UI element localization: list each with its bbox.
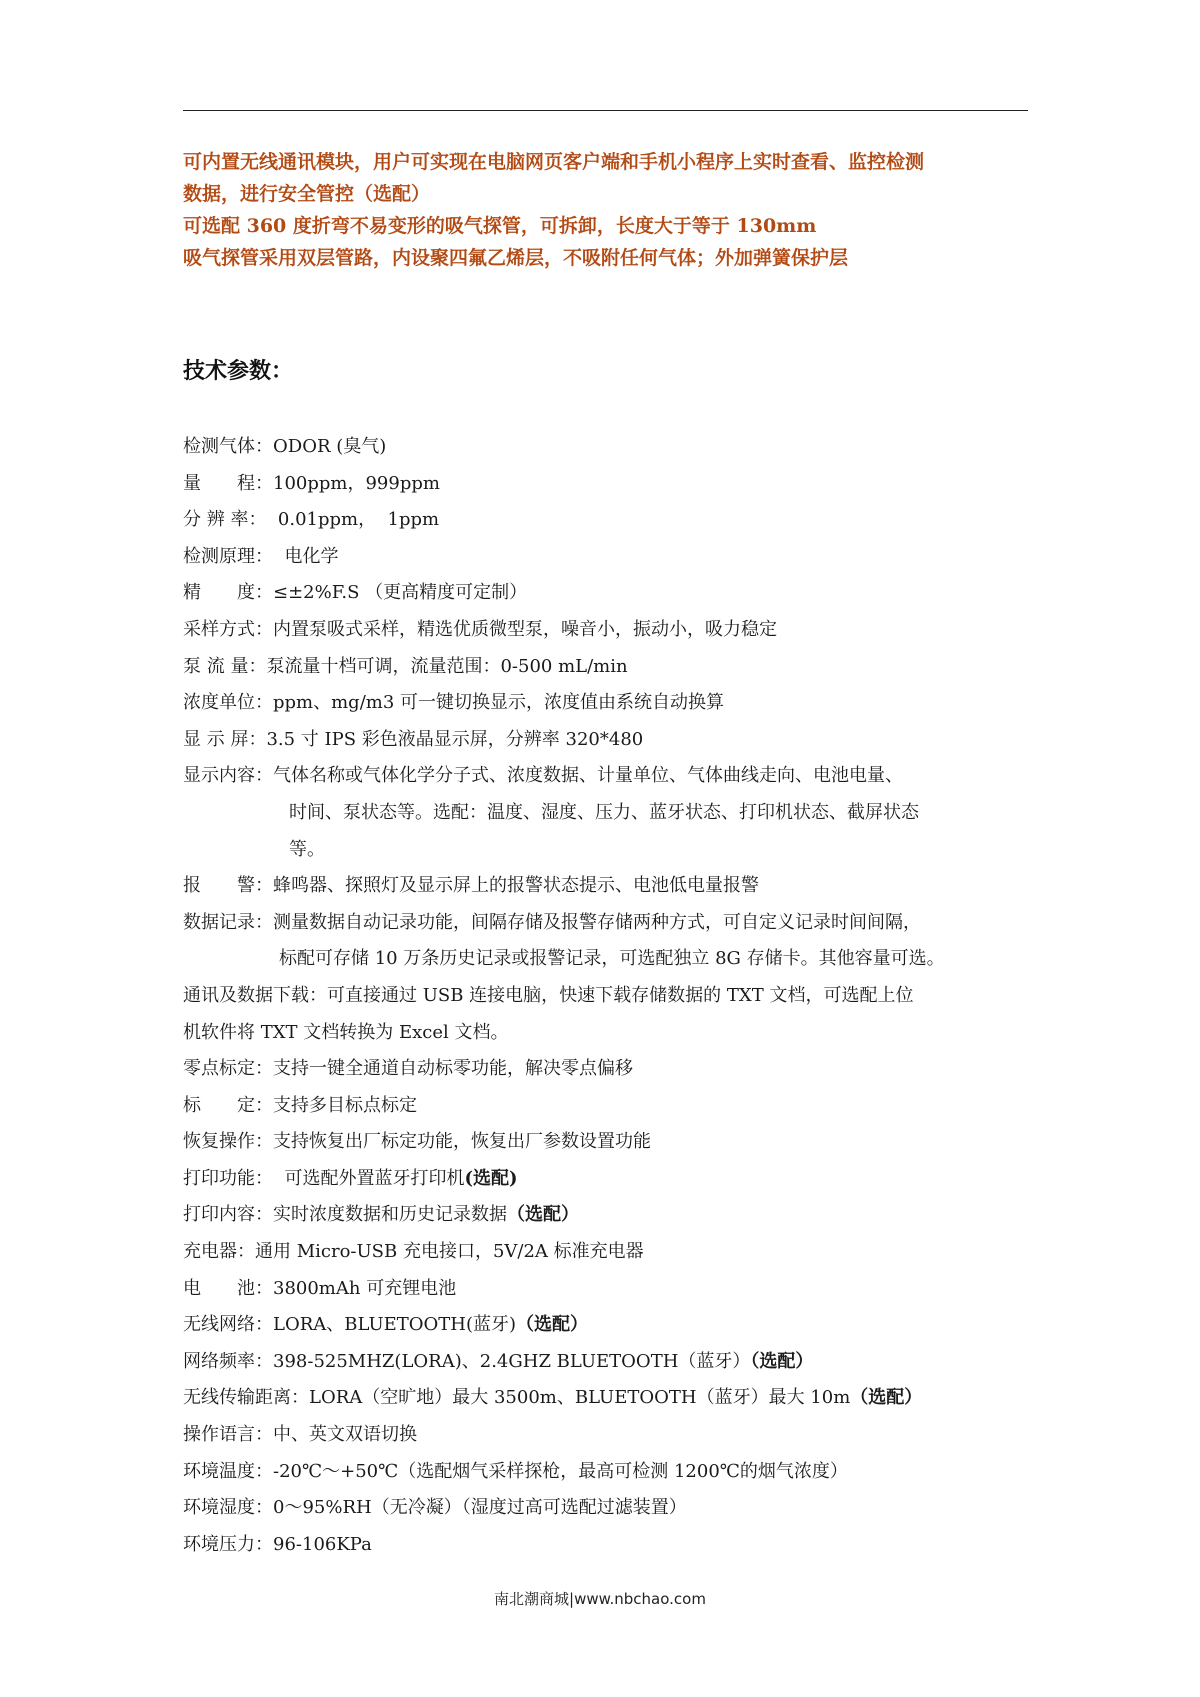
spec-row bbox=[183, 649, 1043, 686]
spec-label: 电 池： bbox=[183, 1277, 273, 1299]
highlight-line: 吸气探管采用双层管路，内设聚四氟乙烯层，不吸附任何气体；外加弹簧保护层 bbox=[183, 247, 849, 269]
spec-value: 0～95%RH（无冷凝）（湿度过高可选配过滤装置） bbox=[273, 1497, 687, 1519]
spec-label: 报 警： bbox=[183, 875, 273, 897]
spec-row bbox=[183, 905, 1043, 942]
spec-value: 支持多目标点标定 bbox=[273, 1094, 417, 1116]
spec-row bbox=[183, 1015, 1043, 1052]
spec-value: 通用 Micro-USB 充电接口，5V/2A 标准充电器 bbox=[255, 1241, 644, 1263]
spec-value: 内置泵吸式采样，精选优质微型泵，噪音小，振动小，吸力稳定 bbox=[273, 618, 777, 640]
spec-label: 浓度单位： bbox=[183, 692, 273, 714]
spec-value: ≤±2%F.S （更高精度可定制） bbox=[273, 582, 528, 604]
spec-optional-note: (选配) bbox=[464, 1167, 518, 1189]
spec-value: ppm、mg/m3 可一键切换显示，浓度值由系统自动换算 bbox=[273, 692, 725, 714]
spec-value: 蜂鸣器、探照灯及显示屏上的报警状态提示、电池低电量报警 bbox=[273, 875, 759, 897]
spec-row bbox=[183, 1527, 1043, 1564]
spec-row bbox=[183, 1088, 1043, 1125]
spec-row bbox=[183, 832, 1043, 869]
spec-label: 恢复操作： bbox=[183, 1131, 273, 1153]
spec-row bbox=[183, 1271, 1043, 1308]
spec-value: 100ppm，999ppm bbox=[273, 472, 440, 494]
spec-row bbox=[183, 795, 1043, 832]
spec-value: 气体名称或气体化学分子式、浓度数据、计量单位、气体曲线走向、电池电量、 bbox=[273, 765, 903, 787]
spec-value: LORA、BLUETOOTH(蓝牙) bbox=[273, 1314, 517, 1336]
highlight-line: 数据，进行安全管控（选配） bbox=[183, 183, 431, 205]
spec-value: 支持一键全通道自动标零功能，解决零点偏移 bbox=[273, 1058, 633, 1080]
spec-label: 操作语言： bbox=[183, 1424, 273, 1446]
spec-row bbox=[183, 1417, 1043, 1454]
spec-row bbox=[183, 1454, 1043, 1491]
spec-row bbox=[183, 429, 1043, 466]
spec-value: 机软件将 TXT 文档转换为 Excel 文档。 bbox=[183, 1021, 509, 1043]
spec-row bbox=[183, 685, 1043, 722]
spec-label: 检测气体： bbox=[183, 436, 273, 457]
spec-label: 零点标定： bbox=[183, 1058, 273, 1080]
spec-label: 精 度： bbox=[183, 582, 273, 604]
spec-label: 分 辨 率： bbox=[183, 509, 267, 531]
spec-label: 显示内容： bbox=[183, 765, 273, 787]
spec-label: 打印功能： bbox=[183, 1167, 273, 1189]
spec-row bbox=[183, 941, 1043, 978]
spec-label: 打印内容： bbox=[183, 1204, 273, 1226]
spec-value: 3800mAh 可充锂电池 bbox=[273, 1277, 457, 1299]
header-rule bbox=[183, 110, 1028, 111]
spec-value: 中、英文双语切换 bbox=[273, 1424, 417, 1446]
spec-row bbox=[183, 1197, 1043, 1234]
spec-label: 网络频率： bbox=[183, 1350, 273, 1372]
spec-label: 充电器： bbox=[183, 1241, 255, 1263]
spec-list bbox=[183, 429, 1043, 1563]
spec-value: 泵流量十档可调，流量范围：0-500 mL/min bbox=[266, 655, 628, 677]
spec-row bbox=[183, 1124, 1043, 1161]
spec-value: 支持恢复出厂标定功能，恢复出厂参数设置功能 bbox=[273, 1131, 651, 1153]
spec-value: 测量数据自动记录功能，间隔存储及报警存储两种方式，可自定义记录时间间隔， bbox=[273, 911, 921, 933]
spec-row bbox=[183, 1234, 1043, 1271]
spec-label: 环境湿度： bbox=[183, 1497, 273, 1519]
spec-value: 电化学 bbox=[273, 545, 339, 567]
spec-label: 量 程： bbox=[183, 472, 273, 494]
spec-label: 采样方式： bbox=[183, 618, 273, 640]
spec-value: -20℃～+50℃（选配烟气采样探枪，最高可检测 1200℃的烟气浓度） bbox=[273, 1460, 848, 1482]
spec-value: 96-106KPa bbox=[273, 1533, 372, 1555]
spec-optional-note: （选配） bbox=[750, 1350, 814, 1372]
spec-label: 无线传输距离： bbox=[183, 1387, 309, 1409]
spec-optional-note: （选配） bbox=[507, 1204, 579, 1226]
spec-value: 398-525MHZ(LORA)、2.4GHZ BLUETOOTH（蓝牙） bbox=[273, 1350, 751, 1372]
highlight-line: 可内置无线通讯模块，用户可实现在电脑网页客户端和手机小程序上实时查看、监控检测 bbox=[183, 151, 925, 173]
spec-value: 0.01ppm， 1ppm bbox=[266, 509, 440, 531]
spec-row bbox=[183, 502, 1043, 539]
spec-row bbox=[183, 758, 1043, 795]
spec-row bbox=[183, 722, 1043, 759]
spec-optional-note: （选配） bbox=[516, 1314, 589, 1336]
spec-value: 可直接通过 USB 连接电脑，快速下载存储数据的 TXT 文档，可选配上位 bbox=[327, 984, 914, 1006]
spec-label: 检测原理： bbox=[183, 545, 273, 567]
spec-row bbox=[183, 1380, 1043, 1417]
spec-row bbox=[183, 1344, 1043, 1381]
spec-row bbox=[183, 868, 1043, 905]
spec-row bbox=[183, 978, 1043, 1015]
spec-label: 泵 流 量： bbox=[183, 655, 267, 677]
spec-value: LORA（空旷地）最大 3500m、BLUETOOTH（蓝牙）最大 10m bbox=[309, 1387, 851, 1409]
spec-row bbox=[183, 612, 1043, 649]
spec-label: 数据记录： bbox=[183, 911, 273, 933]
spec-optional-note: （选配） bbox=[850, 1387, 923, 1409]
spec-label: 无线网络： bbox=[183, 1314, 273, 1336]
spec-value: 时间、泵状态等。选配：温度、湿度、压力、蓝牙状态、打印机状态、截屏状态 bbox=[289, 801, 919, 823]
spec-value: 可选配外置蓝牙打印机 bbox=[273, 1167, 465, 1189]
section-title: 技术参数： bbox=[183, 358, 294, 384]
page-footer: 南北潮商城|www.nbchao.com bbox=[494, 1590, 706, 1608]
highlight-line: 可选配 360 度折弯不易变形的吸气探管，可拆卸，长度大于等于 130mm bbox=[183, 215, 817, 237]
spec-row bbox=[183, 1051, 1043, 1088]
spec-row bbox=[183, 1490, 1043, 1527]
spec-value: 等。 bbox=[289, 838, 325, 860]
spec-row bbox=[183, 1307, 1043, 1344]
spec-label: 环境温度： bbox=[183, 1460, 273, 1482]
spec-label: 标 定： bbox=[183, 1094, 273, 1116]
spec-row bbox=[183, 1161, 1043, 1198]
spec-value: 标配可存储 10 万条历史记录或报警记录，可选配独立 8G 存储卡。其他容量可选。 bbox=[279, 948, 945, 970]
spec-label: 环境压力： bbox=[183, 1533, 273, 1555]
spec-row bbox=[183, 466, 1043, 503]
spec-value: 实时浓度数据和历史记录数据 bbox=[273, 1204, 507, 1226]
feature-highlights bbox=[183, 146, 1043, 274]
spec-label: 显 示 屏： bbox=[183, 728, 267, 750]
spec-row bbox=[183, 575, 1043, 612]
spec-value: 3.5 寸 IPS 彩色液晶显示屏，分辨率 320*480 bbox=[266, 728, 644, 750]
spec-row bbox=[183, 539, 1043, 576]
spec-label: 通讯及数据下载： bbox=[183, 984, 327, 1006]
spec-value: ODOR (臭气) bbox=[273, 436, 387, 457]
